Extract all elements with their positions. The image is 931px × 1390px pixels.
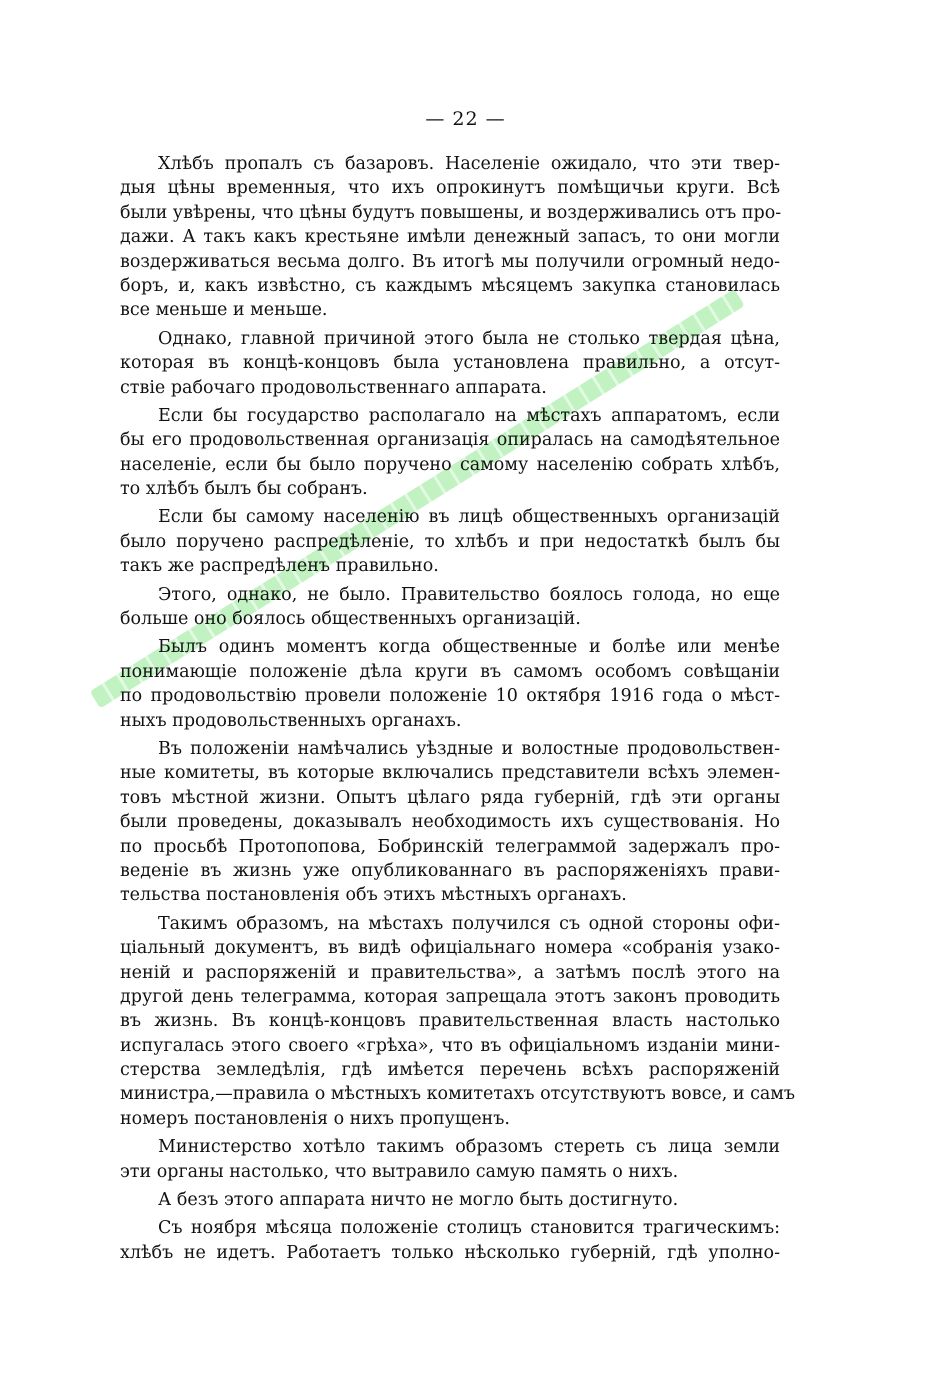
text-line: населеніе, если бы было поручено самому населенію собрать хлѣбъ,	[120, 454, 780, 475]
text-line: бы его продовольственная организація опиралась на самодѣятельное	[120, 430, 780, 451]
text-line: неній и распоряженій и правительства», а затѣмъ послѣ этого на	[120, 962, 780, 983]
text-line: то хлѣбъ былъ бы собранъ.	[120, 479, 368, 500]
text-line: по продовольствію провели положеніе 10 октября 1916 года о мѣст-	[120, 686, 780, 707]
text-line: ныхъ продовольственныхъ органахъ.	[120, 710, 462, 731]
page-number: — 22 —	[425, 108, 506, 130]
paragraph	[120, 912, 796, 1132]
text-line: ные комитеты, въ которые включались представители всѣхъ элемен-	[120, 763, 780, 784]
paragraph	[120, 583, 780, 632]
text-line: все меньше и меньше.	[120, 300, 328, 321]
text-line: воздерживаться весьма долго. Въ итогѣ мы получили огромный недо-	[120, 251, 780, 272]
text-line: по просьбѣ Протопопова, Бобринскій телеграммой задержалъ про-	[120, 836, 780, 857]
text-line: которая въ концѣ-концовъ была установлена правильно, а отсут-	[120, 353, 780, 374]
text-line: А безъ этого аппарата ничто не могло быть достигнуто.	[158, 1190, 679, 1211]
text-line: Если бы государство располагало на мѣстахъ аппаратомъ, если	[158, 405, 780, 426]
text-line: такъ же распредѣленъ правильно.	[120, 556, 439, 577]
paragraph	[120, 737, 780, 908]
text-line: были увѣрены, что цѣны будутъ повышены, и воздерживались отъ про-	[120, 202, 782, 223]
text-line: больше оно боялось общественныхъ организацій.	[120, 609, 581, 630]
body-text	[120, 152, 796, 1269]
text-line: дыя цѣны временныя, что ихъ опрокинутъ помѣщичьи круги. Всѣ	[120, 178, 780, 199]
text-line: номеръ постановленія о нихъ пропущенъ.	[120, 1108, 510, 1129]
text-line: стерства земледѣлія, гдѣ имѣется перечень всѣхъ распоряженій	[120, 1060, 780, 1081]
text-line: тельства постановленія объ этихъ мѣстныхъ органахъ.	[120, 885, 627, 906]
text-line: Министерство хотѣло такимъ образомъ стереть съ лица земли	[158, 1137, 780, 1158]
text-line: Такимъ образомъ, на мѣстахъ получился съ одной стороны офи-	[158, 913, 780, 934]
paragraph	[120, 1135, 780, 1184]
paragraph	[120, 635, 780, 733]
paragraph	[120, 152, 780, 323]
text-line: эти органы настолько, что вытравило самую память о нихъ.	[120, 1161, 679, 1182]
text-line: министра,—правила о мѣстныхъ комитетахъ отсутствуютъ вовсе, и самъ	[120, 1084, 796, 1105]
paragraph	[120, 1216, 780, 1265]
text-line: другой день телеграмма, которая запрещала этотъ законъ проводить	[120, 986, 780, 1007]
text-line: испугалась этого своего «грѣха», что въ офиціальномъ изданіи мини-	[120, 1035, 780, 1056]
paragraph	[120, 327, 780, 400]
text-line: Хлѣбъ пропалъ съ базаровъ. Населеніе ожидало, что эти твер-	[158, 154, 780, 174]
text-line: ціальный документъ, въ видѣ офиціальнаго номера «собранія узако-	[120, 938, 780, 959]
text-line: Однако, главной причиной этого была не столько твердая цѣна,	[158, 328, 780, 349]
text-line: Съ ноября мѣсяца положеніе столицъ становится трагическимъ:	[158, 1218, 780, 1239]
text-line: веденіе въ жизнь уже опубликованнаго въ распоряженіяхъ прави-	[120, 860, 780, 881]
text-line: дажи. А такъ какъ крестьяне имѣли денежный запасъ, то они могли	[120, 227, 780, 248]
text-line: были проведены, доказывалъ необходимость ихъ существованія. Но	[120, 812, 780, 833]
text-line: боръ, и, какъ извѣстно, съ каждымъ мѣсяцемъ закупка становилась	[120, 275, 780, 296]
text-line: понимающіе положеніе дѣла круги въ самомъ особомъ совѣщаніи	[120, 661, 780, 682]
text-line: Былъ одинъ моментъ когда общественные и болѣе или менѣе	[158, 637, 780, 658]
text-line: ствіе рабочаго продовольственнаго аппарата.	[120, 377, 547, 398]
text-line: хлѣбъ не идетъ. Работаетъ только нѣсколько губерній, гдѣ уполно-	[120, 1242, 780, 1263]
text-line: товъ мѣстной жизни. Опытъ цѣлаго ряда губерній, гдѣ эти органы	[120, 787, 780, 808]
paragraph	[120, 1188, 780, 1212]
paragraph	[120, 404, 780, 502]
text-line: Этого, однако, не было. Правительство боялось голода, но еще	[158, 584, 780, 605]
text-line: было поручено распредѣленіе, то хлѣбъ и при недостаткѣ былъ бы	[120, 531, 780, 552]
text-line: Въ положеніи намѣчались уѣздные и волостные продовольствен-	[158, 738, 780, 759]
paragraph	[120, 505, 780, 578]
text-line: Если бы самому населенію въ лицѣ общественныхъ организацій	[158, 507, 780, 528]
text-line: въ жизнь. Въ концѣ-концовъ правительственная власть настолько	[120, 1011, 780, 1032]
